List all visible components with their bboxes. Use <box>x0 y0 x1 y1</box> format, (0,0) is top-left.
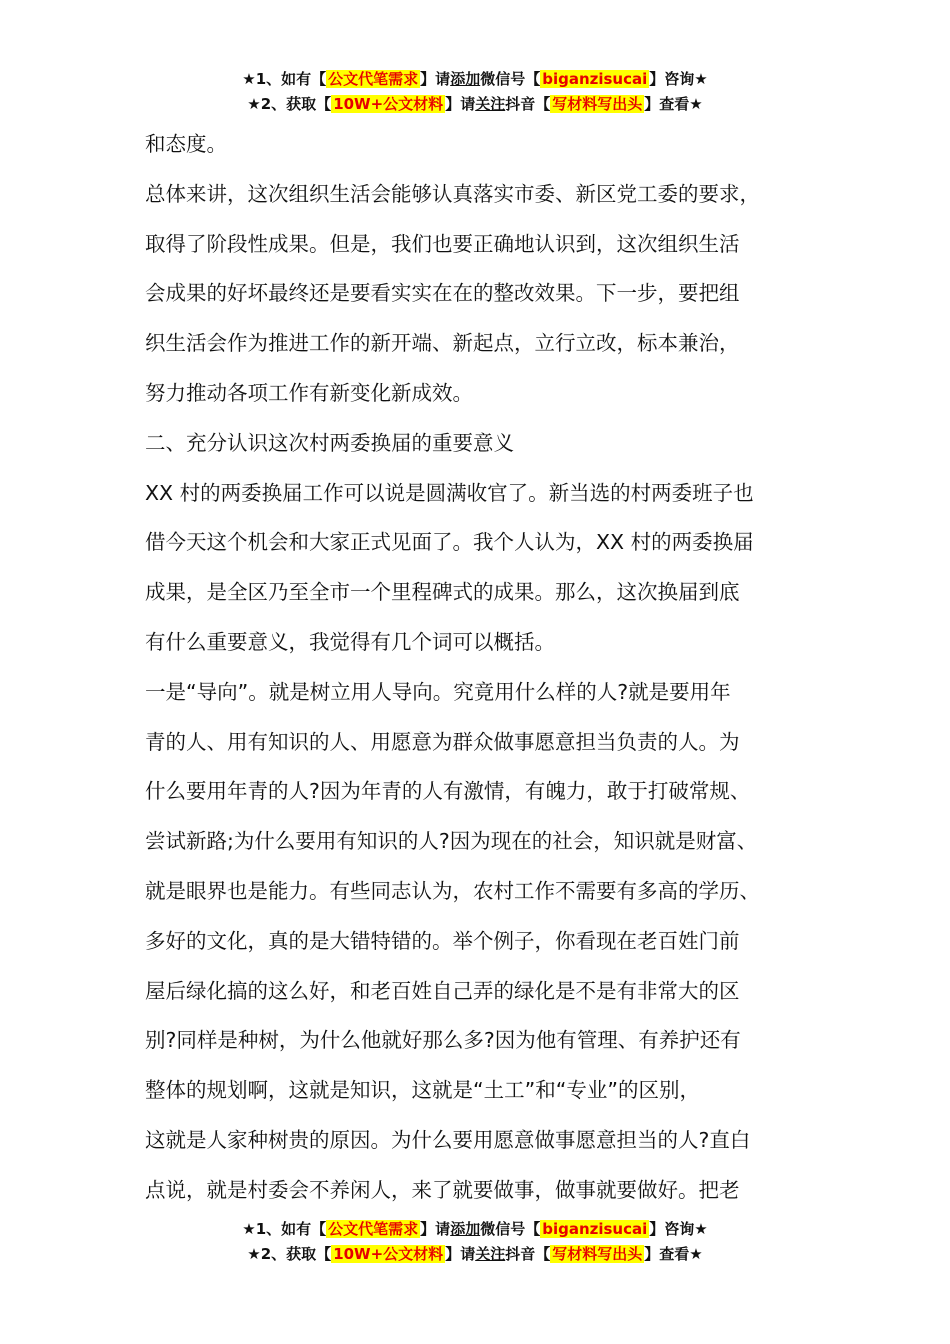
text-line: 屋后绿化搞的这么好，和老百姓自己弄的绿化是不是有非常大的区 <box>145 978 740 1003</box>
emphasis-text: 关注 <box>475 95 506 113</box>
text-line: 尝试新路;为什么要用有知识的人?因为现在的社会，知识就是财富、 <box>145 829 758 854</box>
text-line: 就是眼界也是能力。有些同志认为，农村工作不需要有多高的学历、 <box>145 878 760 903</box>
banner-text: 】请 <box>420 70 451 88</box>
text-line: 这就是人家种树贵的原因。为什么要用愿意做事愿意担当的人?直白 <box>145 1127 751 1152</box>
text-line: 点说，就是村委会不养闲人，来了就要做事，做事就要做好。把老 <box>145 1177 740 1202</box>
banner-text: 】请 <box>445 95 476 113</box>
text-line: 会成果的好坏最终还是要看实实在在的整改效果。下一步，要把组 <box>145 281 740 306</box>
banner-line-2 <box>0 92 950 117</box>
text-line: 努力推动各项工作有新变化新成效。 <box>145 380 473 405</box>
banner-text: ★2、获取【 <box>247 95 332 113</box>
section-heading <box>145 419 835 469</box>
banner-text: ★1、如有【 <box>242 1220 327 1238</box>
banner-text: ★2、获取【 <box>247 1245 332 1263</box>
banner-text: 微信号【 <box>480 1220 541 1238</box>
text-line: 总体来讲，这次组织生活会能够认真落实市委、新区党工委的要求， <box>145 181 760 206</box>
text-line: 织生活会作为推进工作的新开端、新起点，立行立改，标本兼治， <box>145 331 740 356</box>
banner-text: 】请 <box>420 1220 451 1238</box>
text-line: 多好的文化，真的是大错特错的。举个例子，你看现在老百姓门前 <box>145 928 740 953</box>
banner-text: ★1、如有【 <box>242 70 327 88</box>
paragraph <box>145 469 835 668</box>
text-line: 成果，是全区乃至全市一个里程碑式的成果。那么，这次换届到底 <box>145 580 740 605</box>
text-line: 有什么重要意义，我觉得有几个词可以概括。 <box>145 629 555 654</box>
banner-text: 】咨询★ <box>649 70 708 88</box>
banner-text: 】请 <box>445 1245 476 1263</box>
document-body <box>145 120 835 1216</box>
header-banner <box>0 67 950 117</box>
highlight-text: 10W+公文材料 <box>333 95 444 113</box>
emphasis-text: 关注 <box>475 1245 506 1263</box>
text-line: 整体的规划啊，这就是知识，这就是“土工”和“专业”的区别， <box>145 1078 700 1103</box>
banner-text: 】咨询★ <box>649 1220 708 1238</box>
highlight-text: 公文代笔需求 <box>328 1220 419 1238</box>
paragraph <box>145 170 835 419</box>
text-line: 别?同样是种树，为什么他就好那么多?因为他有管理、有养护还有 <box>145 1028 741 1053</box>
highlight-text: 公文代笔需求 <box>328 70 419 88</box>
text-line: XX 村的两委换届工作可以说是圆满收官了。新当选的村两委班子也 <box>145 480 754 505</box>
banner-text: 微信号【 <box>480 70 541 88</box>
banner-text: 】查看★ <box>644 95 703 113</box>
text-line: 一是“导向”。就是树立用人导向。究竟用什么样的人?就是要用年 <box>145 679 731 704</box>
banner-text: 抖音【 <box>505 1245 551 1263</box>
emphasis-text: 添加 <box>450 1220 481 1238</box>
wechat-id: biganzisucai <box>542 1220 648 1238</box>
paragraph <box>145 668 835 1216</box>
banner-text: 】查看★ <box>644 1245 703 1263</box>
banner-text: 抖音【 <box>505 95 551 113</box>
paragraph <box>145 120 835 170</box>
emphasis-text: 添加 <box>450 70 481 88</box>
text-line: 取得了阶段性成果。但是，我们也要正确地认识到，这次组织生活 <box>145 231 740 256</box>
text-line: 青的人、用有知识的人、用愿意为群众做事愿意担当负责的人。为 <box>145 729 740 754</box>
text-line: 借今天这个机会和大家正式见面了。我个人认为，XX 村的两委换届 <box>145 530 754 555</box>
douyin-account: 写材料写出头 <box>552 95 643 113</box>
douyin-account: 写材料写出头 <box>552 1245 643 1263</box>
banner-line-2 <box>0 1242 950 1267</box>
text-line: 什么要用年青的人?因为年青的人有激情，有魄力，敢于打破常规、 <box>145 779 751 804</box>
highlight-text: 10W+公文材料 <box>333 1245 444 1263</box>
text-line: 二、充分认识这次村两委换届的重要意义 <box>145 430 514 455</box>
banner-line-1 <box>0 1217 950 1242</box>
text-line: 和态度。 <box>145 132 227 156</box>
footer-banner <box>0 1217 950 1267</box>
banner-line-1 <box>0 67 950 92</box>
wechat-id: biganzisucai <box>542 70 648 88</box>
